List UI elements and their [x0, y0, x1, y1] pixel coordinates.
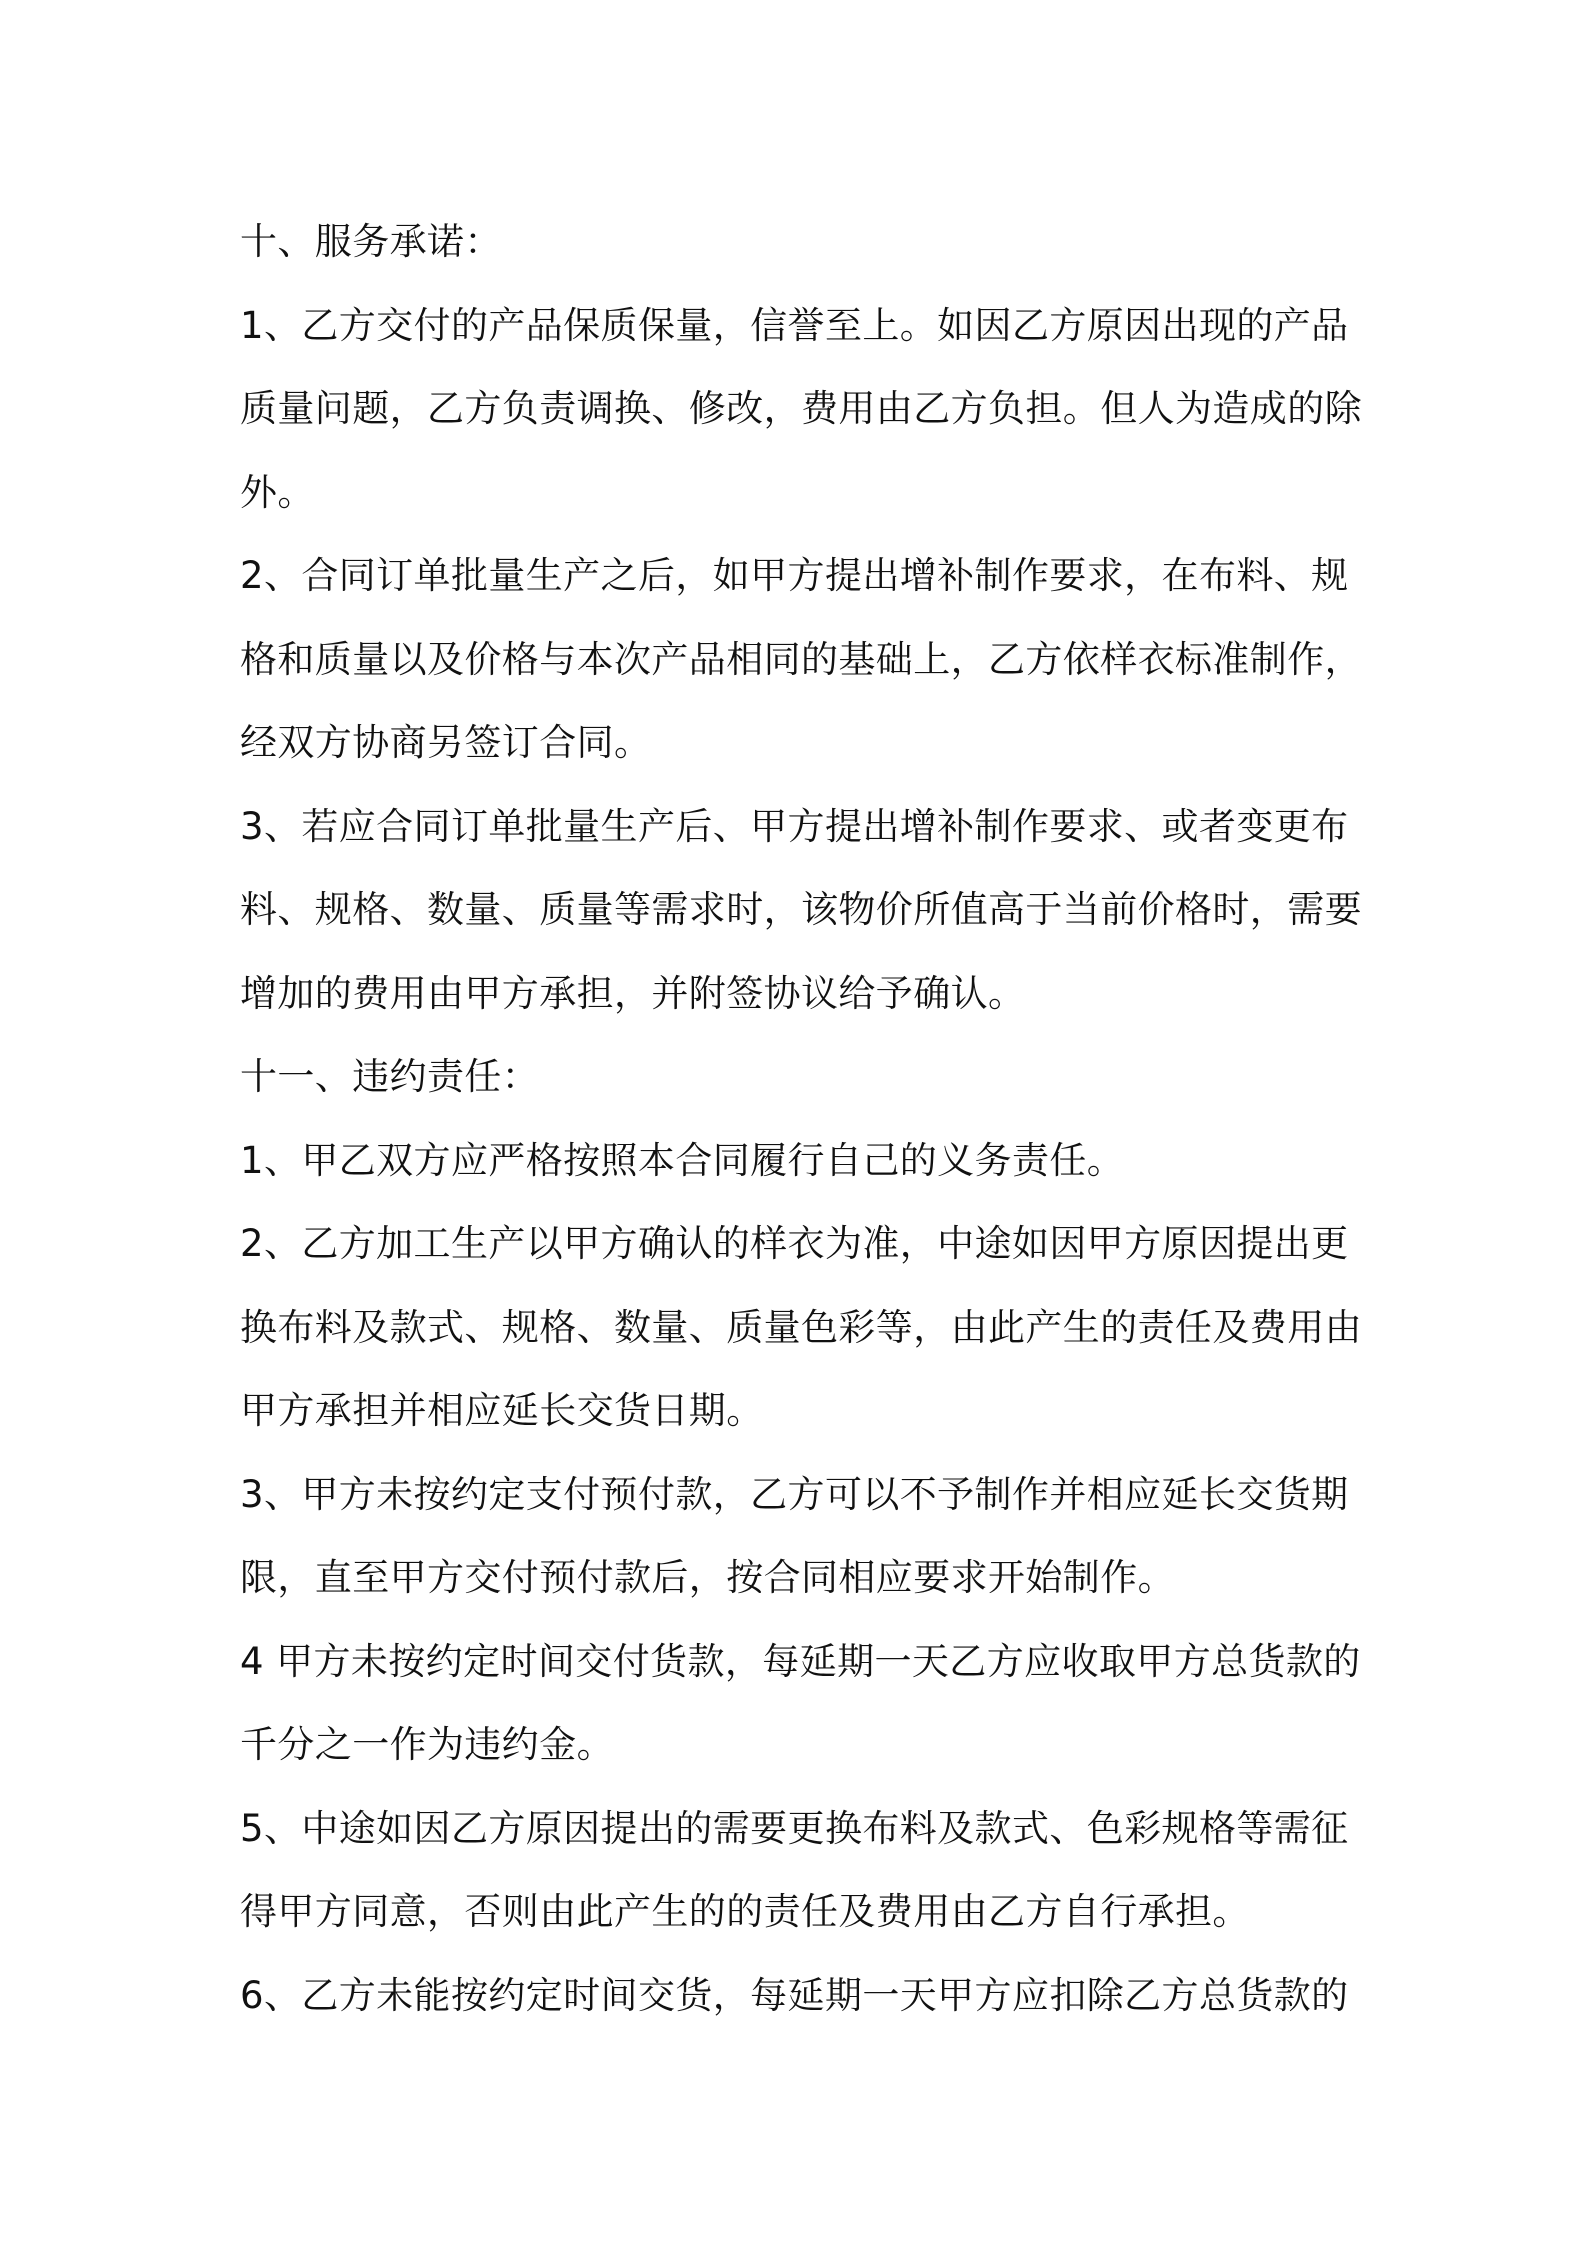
clause-11-1: 1、甲乙双方应严格按照本合同履行自己的义务责任。 — [240, 1138, 1125, 1182]
clause-10-1: 1、乙方交付的产品保质保量，信誉至上。如因乙方原因出现的产品 质量问题，乙方负责调换、修改，费用由乙方负担。但人为造成的除 外。 — [240, 303, 1362, 514]
clause-11-5: 5、中途如因乙方原因提出的需要更换布料及款式、色彩规格等需征 得甲方同意，否则由此产生的的责任及费用由乙方自行承担。 — [240, 1806, 1349, 1933]
clause-11-6: 6、乙方未能按约定时间交货，每延期一天甲方应扣除乙方总货款的 — [240, 1973, 1349, 2017]
document-body — [240, 200, 1380, 2037]
clause-11-3: 3、甲方未按约定支付预付款，乙方可以不予制作并相应延长交货期 限，直至甲方交付预付款后，按合同相应要求开始制作。 — [240, 1472, 1349, 1599]
clause-10-3: 3、若应合同订单批量生产后、甲方提出增补制作要求、或者变更布 料、规格、数量、质量等需求时，该物价所值高于当前价格时，需要 增加的费用由甲方承担，并附签协议给予确认。 — [240, 804, 1362, 1015]
section-heading-breach-liability: 十一、违约责任： — [240, 1055, 540, 1098]
clause-11-2: 2、乙方加工生产以甲方确认的样衣为准，中途如因甲方原因提出更 换布料及款式、规格、数量、质量色彩等，由此产生的责任及费用由 甲方承担并相应延长交货日期。 — [240, 1222, 1362, 1432]
section-heading-service-promise: 十、服务承诺： — [240, 220, 502, 263]
clause-11-4: 4 甲方未按约定时间交付货款，每延期一天乙方应收取甲方总货款的 千分之一作为违约金。 — [240, 1639, 1361, 1766]
clause-10-2: 2、合同订单批量生产之后，如甲方提出增补制作要求，在布料、规 格和质量以及价格与本次产品相同的基础上，乙方依样衣标准制作， 经双方协商另签订合同。 — [240, 554, 1362, 764]
